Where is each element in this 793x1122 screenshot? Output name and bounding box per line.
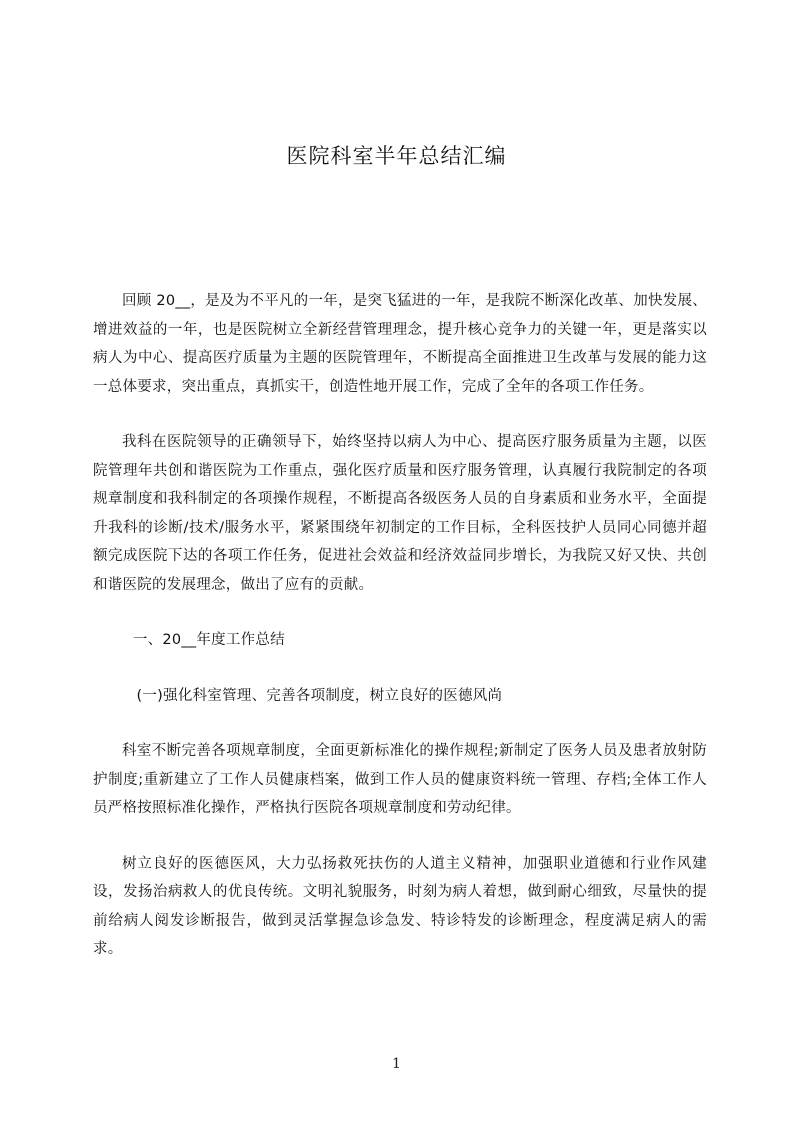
ethics-paragraph: 树立良好的医德医风，大力弘扬救死扶伤的人道主义精神，加强职业道德和行业作风建设，发扬治病救人的优良传统。文明礼貌服务，时刻为病人着想，做到耐心细致，尽量快的提前给病人阅发诊断报告，做到灵活掌握急诊急发、特诊特发的诊断理念，程度满足病人的需求。 — [93, 855, 707, 957]
management-paragraph: 科室不断完善各项规章制度，全面更新标准化的操作规程;新制定了医务人员及患者放射防护制度;重新建立了工作人员健康档案，做到工作人员的健康资料统一管理、存档;全体工作人员严格按照标准化操作，严格执行医院各项规章制度和劳动纪律。 — [93, 743, 707, 816]
section-heading: 一、20__年度工作总结 — [132, 632, 285, 648]
document-title: 医院科室半年总结汇编 — [286, 144, 507, 168]
subsection-heading: (一)强化科室管理、完善各项制度，树立良好的医德风尚 — [136, 687, 503, 704]
department-summary-paragraph: 我科在医院领导的正确领导下，始终坚持以病人为中心、提高医疗服务质量为主题，以医院管理年共创和谐医院为工作重点，强化医疗质量和医疗服务管理，认真履行我院制定的各项规章制度和我科制定的各项操作规程，不断提高各级医务人员的自身素质和业务水平，全面提升我科的诊断/技术/服务水平，紧紧围绕年初制定的工作目标，全科医技护人员同心同德并超额完成医院下达的各项工作任务，促进社会效益和经济效益同步增长，为我院又好又快、共创和谐医院的发展理念，做出了应有的贡献。 — [93, 434, 707, 593]
document-body — [93, 287, 707, 991]
page-number: 1 — [392, 1056, 401, 1072]
intro-paragraph: 回顾 20__，是及为不平凡的一年，是突飞猛进的一年，是我院不断深化改革、加快发展、增进效益的一年，也是医院树立全新经营管理理念，提升核心竞争力的关键一年，更是落实以病人为中心、提高医疗质量为主题的医院管理年，不断提高全面推进卫生改革与发展的能力这一总体要求，突出重点，真抓实干，创造性地开展工作，完成了全年的各项工作任务。 — [93, 293, 707, 395]
